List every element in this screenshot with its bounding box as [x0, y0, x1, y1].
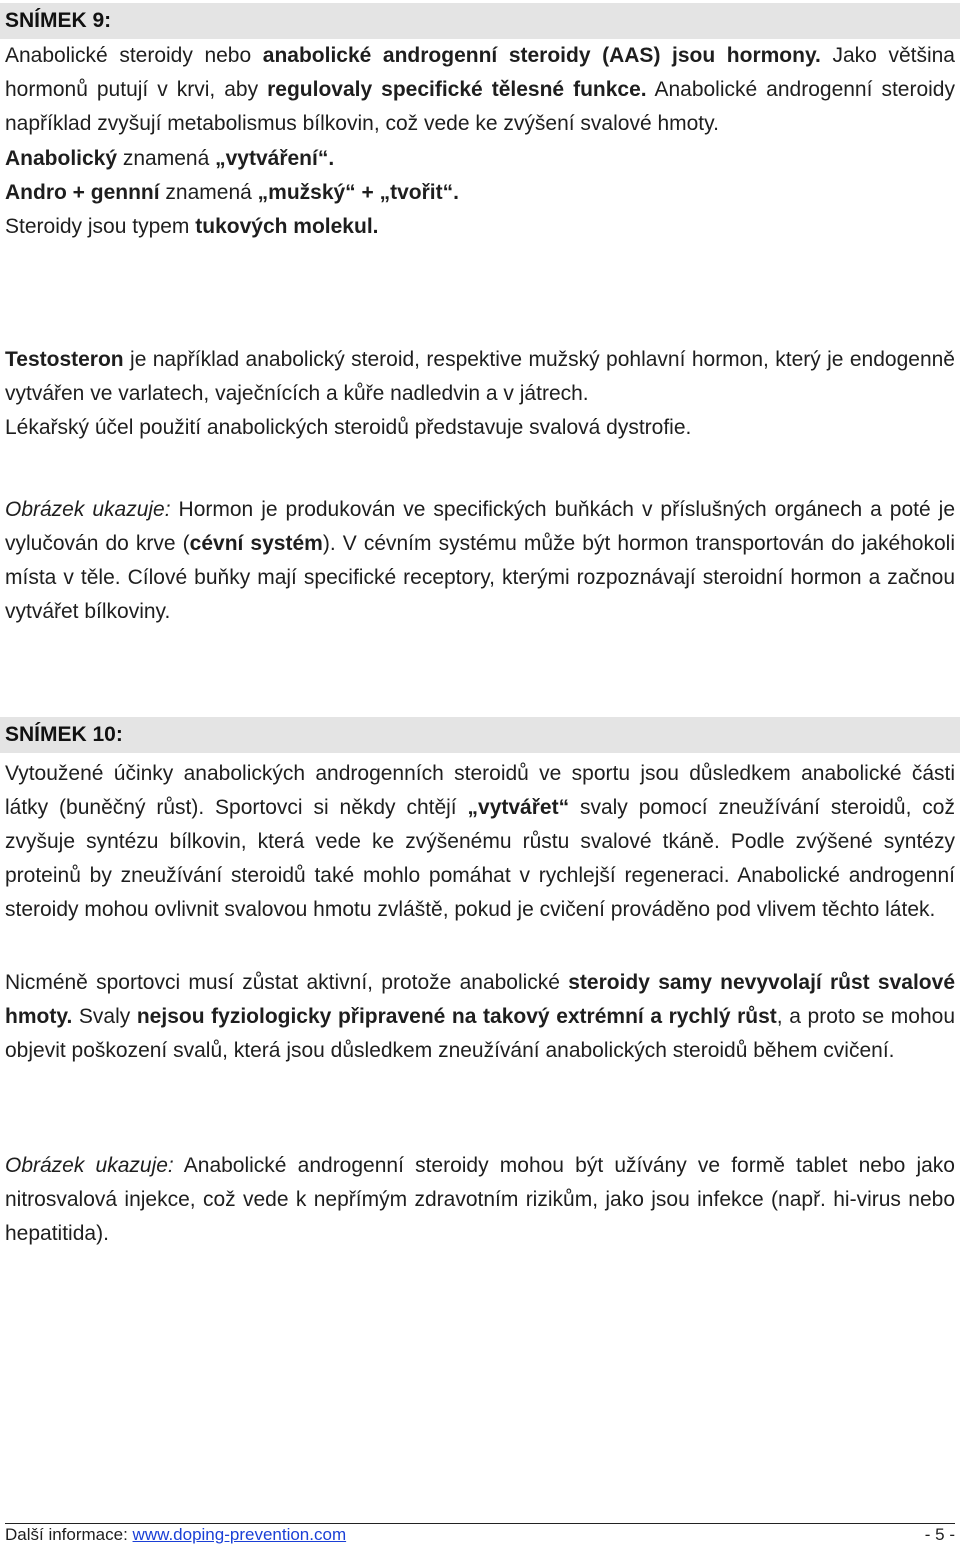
meaning: „vytváření“.: [215, 146, 335, 170]
testosterone-description: je například anabolický steroid, respektive mužský pohlavní hormon, který je endogenně vytvářen ve varlatech, vaječnících a kůře nadledvin a v játrech.: [5, 348, 955, 405]
intro-bold: regulovaly specifické tělesné funkce.: [267, 78, 647, 102]
testosterone-term: Testosteron: [5, 348, 124, 371]
definition-text: znamená: [159, 180, 258, 204]
intro-text: Anabolické steroidy nebo: [5, 44, 263, 67]
paragraph-text: svaly pomocí zneužívání steroidů, což zvyšuje syntézu bílkovin, která vede ke zvýšenému růstu svalové tkáně. Podle zvýšené syntézy proteinů by zneužívání steroidů také mohlo pomáhat v rychlejší regeneraci. Anabolické androgenní steroidy mohou ovlivnit svalovou hmotu zvláště, pokud je cvičení prováděno pod vlivem těchto látek.: [5, 796, 955, 921]
figure-label: Obrázek ukazuje:: [5, 498, 171, 521]
testosterone-paragraph: [5, 343, 955, 445]
footer-label: Další informace:: [5, 1525, 133, 1544]
paragraph-bold: „vytvářet“: [467, 796, 570, 819]
slide-10-heading-text: SNÍMEK 10:: [5, 723, 123, 746]
slide-10-figure-caption: [5, 1149, 955, 1251]
slide-10-heading: [0, 717, 960, 753]
slide-9-heading: SNÍMEK 9:: [0, 3, 960, 39]
paragraph-text: Nicméně sportovci musí zůstat aktivní, protože anabolické: [5, 971, 569, 994]
figure-label: Obrázek ukazuje:: [5, 1154, 174, 1177]
intro-paragraph: [5, 39, 955, 142]
medical-use-text: Lékařský účel použití anabolických steroidů představuje svalová dystrofie.: [5, 416, 692, 439]
intro-text: Jako většina hormonů putují v krvi, aby: [5, 44, 955, 102]
footer-link[interactable]: www.doping-prevention.com: [132, 1525, 347, 1544]
term: Anabolický: [5, 146, 118, 170]
meaning: tukových molekul.: [195, 215, 379, 239]
slide-10-paragraph-2: [5, 966, 955, 1068]
definition-androgenic: [5, 176, 955, 210]
paragraph-text: , a proto se mohou objevit poškození svalů, která jsou důsledkem zneužívání anabolických steroidů během cvičení.: [5, 1005, 956, 1062]
paragraph-bold: nejsou fyziologicky připravené na takový extrémní a rychlý růst: [136, 1005, 777, 1028]
definition-anabolic: [5, 142, 955, 176]
definition-text: Steroidy jsou typem: [5, 215, 196, 239]
caption-text: ). V cévním systému může být hormon transportován do jakéhokoli místa v těle. Cílové buňky mají specifické receptory, kterými rozpoznávají steroidní hormon a začnou vytvářet bílkoviny.: [5, 532, 955, 623]
intro-text: Anabolické androgenní steroidy například zvyšují metabolismus bílkovin, což vede ke zvýšení svalové hmoty.: [5, 78, 955, 136]
intro-bold: anabolické androgenní steroidy (AAS) jsou hormony.: [262, 44, 821, 67]
page-number: - 5 -: [924, 1525, 955, 1544]
slide-9-figure-caption: [5, 493, 955, 629]
meaning: „mužský“ + „tvořit“.: [257, 180, 459, 204]
paragraph-bold: steroidy samy nevyvolají růst svalové hmoty.: [5, 971, 955, 1028]
definition-text: znamená: [117, 146, 216, 170]
testosterone-text: [5, 343, 955, 411]
paragraph-text: Svaly: [72, 1005, 137, 1028]
slide-9-intro: [5, 39, 955, 244]
page-footer: [5, 1523, 955, 1546]
caption-text: Anabolické androgenní steroidy mohou být užívány ve formě tablet nebo jako nitrosvalová injekce, což vede k nepřímým zdravotním rizikům, jako jsou infekce (např. hi-virus nebo hepatitida).: [5, 1154, 955, 1245]
caption-text: Hormon je produkován ve specifických buňkách v příslušných orgánech a poté je vylučován do krve (: [5, 498, 955, 555]
caption-bold: cévní systém: [189, 532, 323, 555]
term: Andro + gennní: [5, 180, 160, 204]
paragraph-text: Vytoužené účinky anabolických androgenních steroidů ve sportu jsou důsledkem anabolické části látky (buněčný růst). Sportovci si někdy chtějí: [5, 762, 955, 819]
definition-steroids: [5, 210, 955, 244]
slide-10-paragraph-1: [5, 757, 955, 927]
